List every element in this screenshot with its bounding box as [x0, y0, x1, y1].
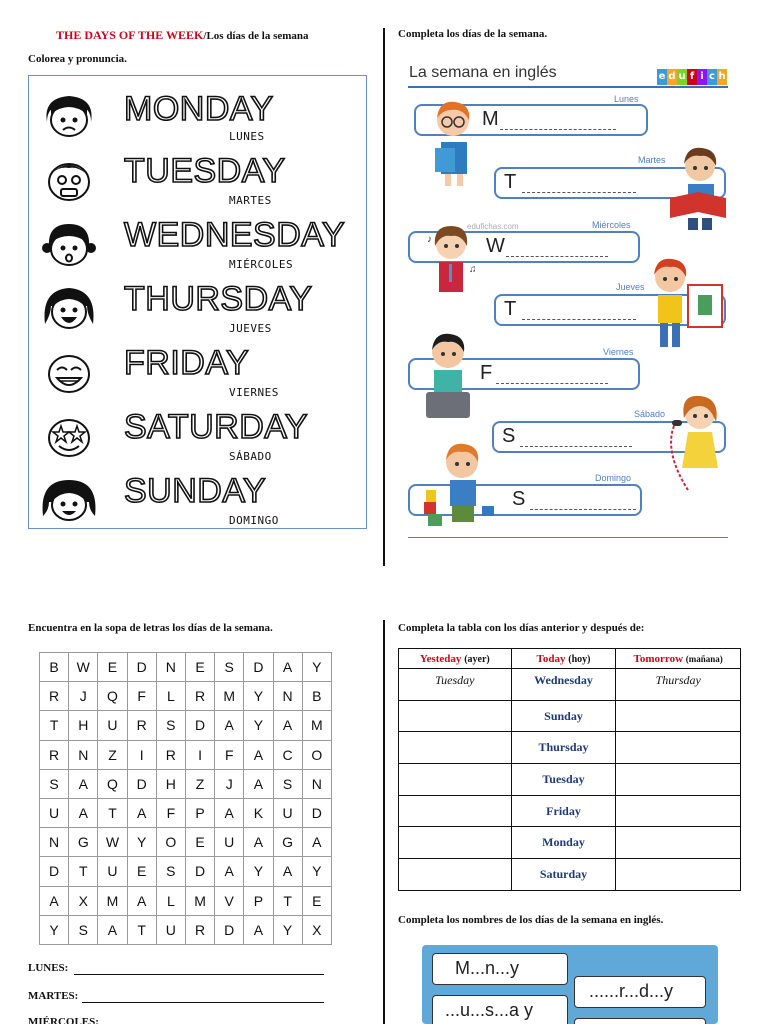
- word-search-cell[interactable]: S: [69, 915, 98, 944]
- word-search-cell[interactable]: E: [302, 886, 331, 915]
- smiling-girl-face-icon: [41, 476, 97, 524]
- word-search-cell[interactable]: X: [302, 915, 331, 944]
- word-search-cell[interactable]: U: [156, 915, 185, 944]
- color-instruction: Colorea y pronuncia.: [28, 53, 127, 65]
- word-search-cell[interactable]: A: [40, 886, 69, 915]
- boy-at-laptop-illustration: [424, 330, 474, 420]
- day-word-sunday: SUNDAY: [124, 472, 267, 510]
- day-row-sunday: [29, 470, 368, 534]
- word-search-cell[interactable]: D: [127, 653, 156, 682]
- cell-today: Thursday: [511, 732, 616, 764]
- day-word-thursday: THURSDAY: [124, 280, 313, 318]
- word-search-cell[interactable]: A: [69, 798, 98, 827]
- letter-s: S: [502, 425, 516, 447]
- word-search-cell[interactable]: U: [40, 798, 69, 827]
- word-search-cell[interactable]: M: [215, 682, 244, 711]
- word-search-cell[interactable]: Y: [127, 828, 156, 857]
- cell-tomorrow-blank[interactable]: [616, 700, 741, 732]
- word-search-cell[interactable]: Y: [302, 653, 331, 682]
- answer-line-martes[interactable]: [82, 1002, 324, 1003]
- label-viernes: Viernes: [603, 347, 634, 357]
- header-tomorrow-en: Tomorrow: [633, 652, 684, 665]
- word-search-cell[interactable]: F: [127, 682, 156, 711]
- header-today-en: Today: [536, 652, 566, 665]
- word-search-cell[interactable]: U: [98, 711, 127, 740]
- word-search-cell[interactable]: J: [69, 682, 98, 711]
- word-search-cell[interactable]: T: [273, 886, 302, 915]
- word-search-cell[interactable]: A: [127, 798, 156, 827]
- word-search-row: [40, 857, 332, 886]
- sad-face-icon: [41, 92, 97, 140]
- word-search-cell[interactable]: A: [273, 857, 302, 886]
- word-search-cell[interactable]: A: [244, 828, 273, 857]
- word-search-instruction: Encuentra en la sopa de letras los días de la semana.: [28, 622, 273, 634]
- word-search-cell[interactable]: E: [185, 653, 214, 682]
- label-lunes: Lunes: [614, 94, 639, 104]
- word-search-cell[interactable]: A: [215, 798, 244, 827]
- days-table: [398, 648, 741, 891]
- word-search-cell[interactable]: Q: [98, 682, 127, 711]
- word-search-cell[interactable]: H: [69, 711, 98, 740]
- name-box-tuesday[interactable]: ...u...s...a y: [432, 995, 568, 1024]
- day-word-friday: FRIDAY: [124, 344, 250, 382]
- word-search-cell[interactable]: E: [98, 653, 127, 682]
- blank-line: [500, 129, 616, 130]
- table-row: [399, 764, 741, 796]
- word-search-cell[interactable]: D: [244, 653, 273, 682]
- word-search-cell[interactable]: U: [215, 828, 244, 857]
- cell-yesterday: Tuesday: [399, 669, 512, 701]
- letter-w: W: [486, 235, 505, 257]
- word-search-row: [40, 740, 332, 769]
- word-search-cell[interactable]: A: [98, 915, 127, 944]
- sheet-title-underline: [408, 86, 728, 88]
- day-es-monday: LUNES: [229, 130, 265, 143]
- word-search-cell[interactable]: R: [156, 740, 185, 769]
- word-search-cell[interactable]: A: [273, 711, 302, 740]
- days-title-black: /Los días de la semana: [203, 30, 309, 42]
- word-search-cell[interactable]: E: [127, 857, 156, 886]
- word-search-cell[interactable]: X: [69, 886, 98, 915]
- header-yesterday: [399, 649, 512, 669]
- cell-tomorrow: Thursday: [616, 669, 741, 701]
- table-row: [399, 827, 741, 859]
- days-title: [56, 28, 309, 43]
- day-es-thursday: JUEVES: [229, 322, 272, 335]
- word-search-cell[interactable]: M: [302, 711, 331, 740]
- word-search-cell[interactable]: D: [40, 857, 69, 886]
- table-instruction: Completa la tabla con los días anterior y después de:: [398, 622, 645, 634]
- header-yesterday-es: (ayer): [464, 653, 490, 665]
- word-search-cell[interactable]: C: [273, 740, 302, 769]
- word-search-cell[interactable]: D: [127, 769, 156, 798]
- day-es-tuesday: MARTES: [229, 194, 272, 207]
- word-search-cell[interactable]: Y: [244, 857, 273, 886]
- complete-days-instruction: Completa los días de la semana.: [398, 28, 548, 40]
- word-search-grid: [39, 652, 332, 945]
- cell-today: Friday: [511, 795, 616, 827]
- word-search-cell[interactable]: A: [127, 886, 156, 915]
- word-search-cell[interactable]: W: [69, 653, 98, 682]
- word-search-cell[interactable]: Z: [98, 740, 127, 769]
- word-search-cell[interactable]: N: [40, 828, 69, 857]
- word-search-cell[interactable]: A: [69, 769, 98, 798]
- word-search-cell[interactable]: A: [215, 711, 244, 740]
- word-search-cell[interactable]: S: [215, 653, 244, 682]
- word-search-cell[interactable]: S: [156, 711, 185, 740]
- word-search-cell[interactable]: I: [127, 740, 156, 769]
- day-es-wednesday: MIÉRCOLES: [229, 258, 294, 271]
- grinning-face-icon: [41, 348, 97, 396]
- cell-yesterday-blank[interactable]: [399, 732, 512, 764]
- word-search-cell[interactable]: D: [215, 915, 244, 944]
- word-search-cell[interactable]: P: [185, 798, 214, 827]
- word-search-cell[interactable]: S: [156, 857, 185, 886]
- star-eyes-face-icon: [41, 412, 97, 460]
- scared-face-icon: [41, 156, 97, 204]
- answer-label-miercoles: MIÉRCOLES:: [28, 1016, 99, 1024]
- bottom-divider: [383, 620, 385, 1024]
- day-es-saturday: SÁBADO: [229, 450, 272, 463]
- svg-text:♪: ♪: [427, 234, 432, 245]
- cell-today: Monday: [511, 827, 616, 859]
- day-row-tuesday: [29, 150, 368, 214]
- word-search-row: [40, 915, 332, 944]
- header-today: [511, 649, 616, 669]
- word-search-cell[interactable]: B: [40, 653, 69, 682]
- word-search-cell[interactable]: M: [185, 886, 214, 915]
- word-search-cell[interactable]: Y: [302, 857, 331, 886]
- day-word-tuesday: TUESDAY: [124, 152, 286, 190]
- complete-names-instruction: Completa los nombres de los días de la semana en inglés.: [398, 914, 664, 926]
- word-search-row: [40, 828, 332, 857]
- word-search-cell[interactable]: R: [127, 711, 156, 740]
- word-search-cell[interactable]: A: [244, 915, 273, 944]
- word-search-cell[interactable]: B: [302, 682, 331, 711]
- word-search-cell[interactable]: N: [302, 769, 331, 798]
- day-word-saturday: SATURDAY: [124, 408, 309, 446]
- label-domingo: Domingo: [595, 473, 632, 483]
- complete-names-panel: [422, 945, 718, 1024]
- word-search-cell[interactable]: H: [156, 769, 185, 798]
- cell-tomorrow-blank[interactable]: [616, 732, 741, 764]
- word-search-cell[interactable]: Y: [244, 711, 273, 740]
- word-search-cell[interactable]: F: [156, 798, 185, 827]
- word-search-cell[interactable]: D: [185, 857, 214, 886]
- answer-label-lunes: LUNES:: [28, 962, 69, 974]
- header-today-es: (hoy): [568, 653, 591, 665]
- boy-with-drawing-illustration: [640, 255, 726, 355]
- word-search-cell[interactable]: N: [273, 682, 302, 711]
- day-word-wednesday: WEDNESDAY: [124, 216, 346, 254]
- word-search-cell[interactable]: Q: [98, 769, 127, 798]
- blank-line: [522, 319, 636, 320]
- table-row: [399, 700, 741, 732]
- word-search-row: [40, 769, 332, 798]
- label-martes: Martes: [638, 155, 666, 165]
- cell-yesterday-blank[interactable]: [399, 700, 512, 732]
- cell-tomorrow-blank[interactable]: [616, 764, 741, 796]
- word-search-cell[interactable]: D: [185, 711, 214, 740]
- word-search-cell[interactable]: N: [69, 740, 98, 769]
- word-search-cell[interactable]: G: [69, 828, 98, 857]
- word-search-cell[interactable]: A: [273, 653, 302, 682]
- word-search-cell[interactable]: T: [69, 857, 98, 886]
- surprised-girl-face-icon: [41, 220, 97, 268]
- label-jueves: Jueves: [616, 282, 645, 292]
- word-search-cell[interactable]: A: [302, 828, 331, 857]
- word-search-cell[interactable]: P: [244, 886, 273, 915]
- word-search-cell[interactable]: L: [156, 682, 185, 711]
- table-row: [399, 732, 741, 764]
- cell-yesterday-blank[interactable]: [399, 827, 512, 859]
- word-search-cell[interactable]: Y: [273, 915, 302, 944]
- word-search-row: [40, 798, 332, 827]
- word-search-cell[interactable]: L: [156, 886, 185, 915]
- table-row: [399, 795, 741, 827]
- label-sabado: Sábado: [634, 409, 666, 419]
- word-search-cell[interactable]: O: [302, 740, 331, 769]
- header-yesterday-en: Yesteday: [419, 652, 462, 665]
- day-row-monday: [29, 86, 368, 150]
- word-search-cell[interactable]: E: [185, 828, 214, 857]
- blank-line: [506, 256, 608, 257]
- cell-yesterday-blank[interactable]: [399, 859, 512, 891]
- cell-today: Saturday: [511, 859, 616, 891]
- cell-tomorrow-blank[interactable]: [616, 795, 741, 827]
- cell-today: Sunday: [511, 700, 616, 732]
- label-miercoles: Miércoles: [592, 220, 631, 230]
- word-search-cell[interactable]: R: [40, 740, 69, 769]
- blank-line: [496, 383, 608, 384]
- word-search-cell[interactable]: T: [127, 915, 156, 944]
- word-search-cell[interactable]: K: [244, 798, 273, 827]
- letter-s: S: [512, 488, 526, 510]
- day-es-friday: VIERNES: [229, 386, 279, 399]
- cell-today: Wednesday: [511, 669, 616, 701]
- girl-reading-illustration: [427, 98, 479, 188]
- blank-line: [520, 446, 632, 447]
- name-box-saturday-sunday[interactable]: ......r...d...y: [574, 976, 706, 1008]
- letter-t: T: [504, 171, 517, 193]
- cell-tomorrow-blank[interactable]: [616, 859, 741, 891]
- laughing-girl-face-icon: [41, 284, 97, 332]
- answer-line-lunes[interactable]: [74, 974, 324, 975]
- cell-yesterday-blank[interactable]: [399, 764, 512, 796]
- word-search-cell[interactable]: U: [273, 798, 302, 827]
- word-search-cell[interactable]: V: [215, 886, 244, 915]
- day-row-wednesday: [29, 214, 368, 278]
- cell-yesterday-blank[interactable]: [399, 795, 512, 827]
- word-search-cell[interactable]: J: [215, 769, 244, 798]
- word-search-cell[interactable]: M: [98, 886, 127, 915]
- word-search-cell[interactable]: N: [156, 653, 185, 682]
- letter-f: F: [480, 362, 493, 384]
- word-search-cell[interactable]: S: [273, 769, 302, 798]
- day-es-sunday: DOMINGO: [229, 514, 279, 527]
- word-search-row: [40, 886, 332, 915]
- table-row: [399, 859, 741, 891]
- letter-t: T: [504, 298, 517, 320]
- word-search-cell[interactable]: A: [244, 769, 273, 798]
- table-row: [399, 669, 741, 701]
- table-header-row: [399, 649, 741, 669]
- days-list-box: [28, 75, 367, 529]
- edufichas-logo: e d u f i c h: [657, 66, 727, 82]
- word-search-cell[interactable]: R: [185, 915, 214, 944]
- blank-line: [530, 509, 636, 510]
- cell-tomorrow-blank[interactable]: [616, 827, 741, 859]
- word-search-cell[interactable]: Y: [40, 915, 69, 944]
- word-search-row: [40, 711, 332, 740]
- header-tomorrow-es: (mañana): [685, 653, 723, 664]
- word-search-cell[interactable]: Z: [185, 769, 214, 798]
- word-search-cell[interactable]: U: [98, 857, 127, 886]
- sheet-title: La semana en inglés: [409, 64, 557, 81]
- letter-m: M: [482, 108, 499, 130]
- word-search-cell[interactable]: A: [215, 857, 244, 886]
- name-box-partial[interactable]: [574, 1018, 706, 1024]
- boy-with-book-illustration: [668, 142, 728, 232]
- cell-today: Tuesday: [511, 764, 616, 796]
- blank-line: [522, 192, 636, 193]
- word-search-cell[interactable]: T: [40, 711, 69, 740]
- answer-label-martes: MARTES:: [28, 990, 79, 1002]
- word-search-cell[interactable]: O: [156, 828, 185, 857]
- day-word-monday: MONDAY: [124, 90, 274, 128]
- sheet-bottom-line: [408, 537, 728, 538]
- word-search-cell[interactable]: Y: [244, 682, 273, 711]
- word-search-cell[interactable]: W: [98, 828, 127, 857]
- watermark: edufichas.com: [467, 222, 519, 231]
- days-title-red: THE DAYS OF THE WEEK: [56, 28, 204, 42]
- word-search-row: [40, 653, 332, 682]
- girl-with-microphone-illustration: [664, 392, 726, 492]
- word-search-cell[interactable]: R: [185, 682, 214, 711]
- word-search-cell[interactable]: I: [185, 740, 214, 769]
- word-search-cell[interactable]: S: [40, 769, 69, 798]
- girl-singing-illustration: [421, 222, 481, 304]
- svg-text:♫: ♫: [469, 264, 477, 275]
- word-search-cell[interactable]: T: [98, 798, 127, 827]
- boy-with-blocks-illustration: [422, 440, 502, 530]
- word-search-cell[interactable]: A: [244, 740, 273, 769]
- word-search-cell[interactable]: F: [215, 740, 244, 769]
- top-divider: [383, 28, 385, 566]
- word-search-cell[interactable]: D: [302, 798, 331, 827]
- header-tomorrow: [616, 649, 741, 669]
- day-row-saturday: [29, 406, 368, 470]
- day-row-thursday: [29, 278, 368, 342]
- word-search-cell[interactable]: R: [40, 682, 69, 711]
- word-search-cell[interactable]: G: [273, 828, 302, 857]
- day-row-friday: [29, 342, 368, 406]
- name-box-monday[interactable]: M...n...y: [432, 953, 568, 985]
- word-search-row: [40, 682, 332, 711]
